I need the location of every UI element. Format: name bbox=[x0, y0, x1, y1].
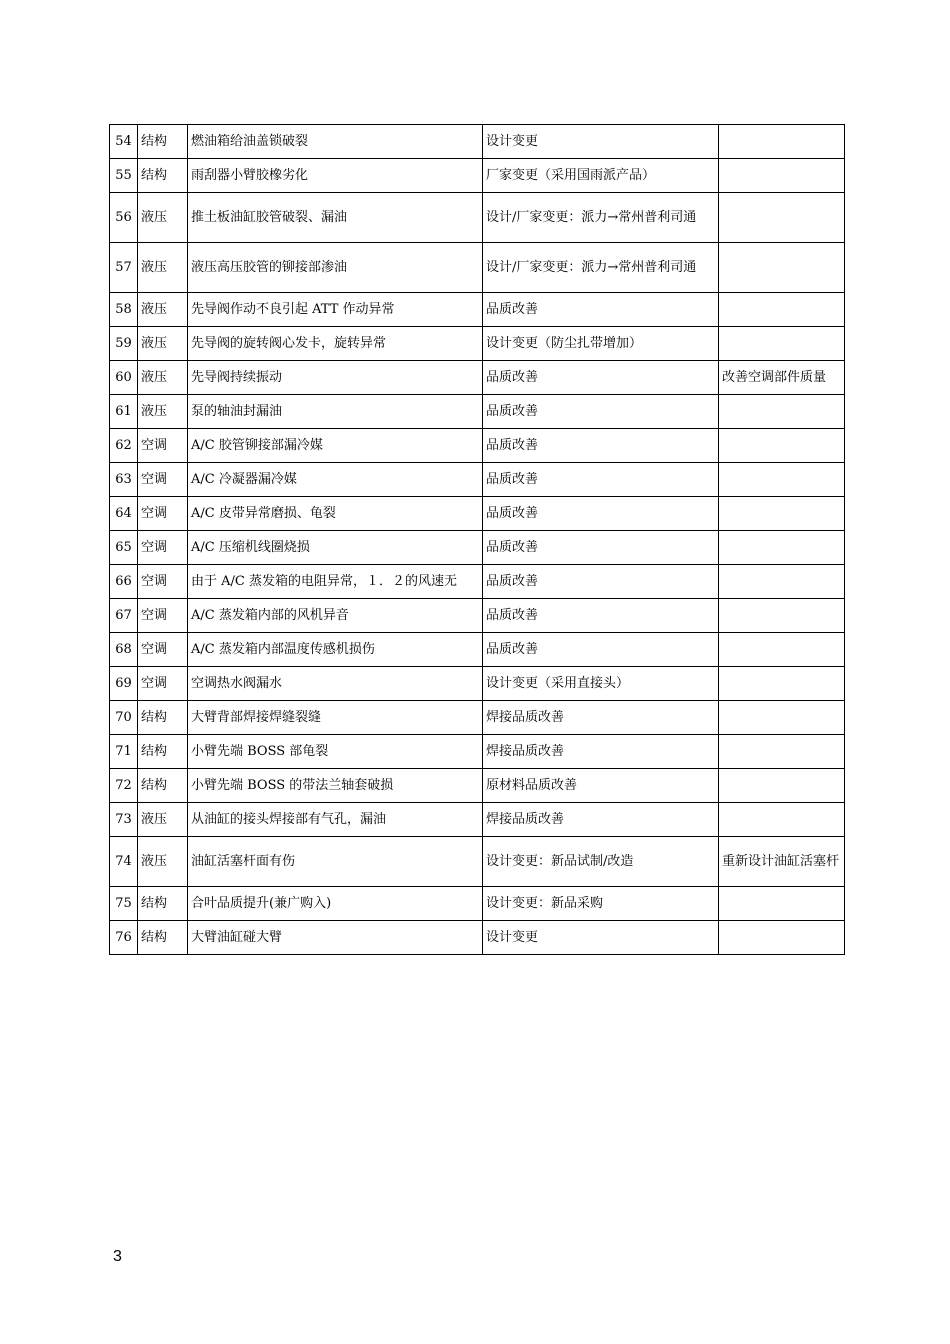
issue-cell: 小臂先端 BOSS 的带法兰轴套破损 bbox=[188, 769, 483, 803]
row-number-cell: 71 bbox=[110, 735, 138, 769]
issue-cell: A/C 皮带异常磨损、龟裂 bbox=[188, 497, 483, 531]
issue-cell: 先导阀持续振动 bbox=[188, 361, 483, 395]
action-cell: 设计变更（防尘扎带增加） bbox=[483, 327, 719, 361]
category-cell: 液压 bbox=[138, 361, 188, 395]
issue-cell: 推土板油缸胶管破裂、漏油 bbox=[188, 193, 483, 243]
category-cell: 结构 bbox=[138, 921, 188, 955]
table-row bbox=[110, 921, 845, 955]
category-cell: 空调 bbox=[138, 429, 188, 463]
issue-cell: A/C 胶管铆接部漏冷媒 bbox=[188, 429, 483, 463]
action-cell: 设计/厂家变更：派力→常州普利司通 bbox=[483, 193, 719, 243]
category-cell: 液压 bbox=[138, 327, 188, 361]
action-cell: 品质改善 bbox=[483, 497, 719, 531]
action-cell: 厂家变更（采用国雨派产品） bbox=[483, 159, 719, 193]
row-number-cell: 75 bbox=[110, 887, 138, 921]
action-cell: 品质改善 bbox=[483, 395, 719, 429]
action-cell: 品质改善 bbox=[483, 599, 719, 633]
action-cell: 设计/厂家变更：派力→常州普利司通 bbox=[483, 243, 719, 293]
row-number-cell: 54 bbox=[110, 125, 138, 159]
issue-cell: 从油缸的接头焊接部有气孔，漏油 bbox=[188, 803, 483, 837]
issue-cell: 雨刮器小臂胶橡劣化 bbox=[188, 159, 483, 193]
issue-cell: 合叶品质提升(兼广购入) bbox=[188, 887, 483, 921]
table-row bbox=[110, 667, 845, 701]
row-number-cell: 64 bbox=[110, 497, 138, 531]
category-cell: 空调 bbox=[138, 667, 188, 701]
action-cell: 设计变更：新品采购 bbox=[483, 887, 719, 921]
note-cell: 重新设计油缸活塞杆 bbox=[719, 837, 845, 887]
note-cell bbox=[719, 243, 845, 293]
note-cell bbox=[719, 395, 845, 429]
category-cell: 空调 bbox=[138, 531, 188, 565]
issue-cell: 燃油箱给油盖锁破裂 bbox=[188, 125, 483, 159]
issue-cell: 大臂背部焊接焊缝裂缝 bbox=[188, 701, 483, 735]
note-cell: 改善空调部件质量 bbox=[719, 361, 845, 395]
table-row bbox=[110, 159, 845, 193]
row-number-cell: 76 bbox=[110, 921, 138, 955]
issue-cell: A/C 蒸发箱内部温度传感机损伤 bbox=[188, 633, 483, 667]
issue-cell: 液压高压胶管的铆接部渗油 bbox=[188, 243, 483, 293]
category-cell: 空调 bbox=[138, 565, 188, 599]
row-number-cell: 66 bbox=[110, 565, 138, 599]
note-cell bbox=[719, 921, 845, 955]
category-cell: 结构 bbox=[138, 125, 188, 159]
issue-cell: 泵的轴油封漏油 bbox=[188, 395, 483, 429]
issue-cell: A/C 压缩机线圈烧损 bbox=[188, 531, 483, 565]
table-row bbox=[110, 463, 845, 497]
row-number-cell: 56 bbox=[110, 193, 138, 243]
issue-cell: 大臂油缸碰大臂 bbox=[188, 921, 483, 955]
action-cell: 焊接品质改善 bbox=[483, 735, 719, 769]
table-row bbox=[110, 497, 845, 531]
row-number-cell: 73 bbox=[110, 803, 138, 837]
note-cell bbox=[719, 565, 845, 599]
action-cell: 品质改善 bbox=[483, 531, 719, 565]
note-cell bbox=[719, 599, 845, 633]
table-row bbox=[110, 701, 845, 735]
action-cell: 原材料品质改善 bbox=[483, 769, 719, 803]
table-row bbox=[110, 361, 845, 395]
note-cell bbox=[719, 769, 845, 803]
table-row bbox=[110, 565, 845, 599]
row-number-cell: 55 bbox=[110, 159, 138, 193]
row-number-cell: 69 bbox=[110, 667, 138, 701]
table-row bbox=[110, 769, 845, 803]
table-row bbox=[110, 327, 845, 361]
row-number-cell: 67 bbox=[110, 599, 138, 633]
category-cell: 结构 bbox=[138, 887, 188, 921]
note-cell bbox=[719, 531, 845, 565]
row-number-cell: 70 bbox=[110, 701, 138, 735]
issue-cell: A/C 冷凝器漏冷媒 bbox=[188, 463, 483, 497]
issue-cell: A/C 蒸发箱内部的风机异音 bbox=[188, 599, 483, 633]
note-cell bbox=[719, 497, 845, 531]
note-cell bbox=[719, 159, 845, 193]
note-cell bbox=[719, 327, 845, 361]
table-row bbox=[110, 429, 845, 463]
action-cell: 焊接品质改善 bbox=[483, 803, 719, 837]
category-cell: 空调 bbox=[138, 497, 188, 531]
table-row bbox=[110, 193, 845, 243]
table-row bbox=[110, 125, 845, 159]
table-row bbox=[110, 599, 845, 633]
category-cell: 空调 bbox=[138, 599, 188, 633]
action-cell: 设计变更 bbox=[483, 921, 719, 955]
row-number-cell: 60 bbox=[110, 361, 138, 395]
row-number-cell: 63 bbox=[110, 463, 138, 497]
page-number: 3 bbox=[113, 1248, 122, 1265]
note-cell bbox=[719, 463, 845, 497]
action-cell: 设计变更 bbox=[483, 125, 719, 159]
note-cell bbox=[719, 429, 845, 463]
category-cell: 液压 bbox=[138, 293, 188, 327]
row-number-cell: 57 bbox=[110, 243, 138, 293]
action-cell: 设计变更：新品试制/改造 bbox=[483, 837, 719, 887]
issue-cell: 由于 A/C 蒸发箱的电阻异常，１．２的风速无 bbox=[188, 565, 483, 599]
row-number-cell: 68 bbox=[110, 633, 138, 667]
issue-cell: 空调热水阀漏水 bbox=[188, 667, 483, 701]
category-cell: 液压 bbox=[138, 395, 188, 429]
category-cell: 结构 bbox=[138, 701, 188, 735]
row-number-cell: 61 bbox=[110, 395, 138, 429]
row-number-cell: 59 bbox=[110, 327, 138, 361]
action-cell: 品质改善 bbox=[483, 565, 719, 599]
table-row bbox=[110, 803, 845, 837]
category-cell: 液压 bbox=[138, 837, 188, 887]
table-row bbox=[110, 395, 845, 429]
note-cell bbox=[719, 633, 845, 667]
category-cell: 液压 bbox=[138, 193, 188, 243]
table-row bbox=[110, 531, 845, 565]
table-row bbox=[110, 633, 845, 667]
action-cell: 品质改善 bbox=[483, 361, 719, 395]
category-cell: 液压 bbox=[138, 243, 188, 293]
category-cell: 结构 bbox=[138, 769, 188, 803]
category-cell: 空调 bbox=[138, 633, 188, 667]
issue-table-body bbox=[110, 125, 845, 955]
note-cell bbox=[719, 735, 845, 769]
row-number-cell: 62 bbox=[110, 429, 138, 463]
note-cell bbox=[719, 803, 845, 837]
table-row bbox=[110, 887, 845, 921]
category-cell: 结构 bbox=[138, 159, 188, 193]
issue-cell: 先导阀的旋转阀心发卡，旋转异常 bbox=[188, 327, 483, 361]
issue-cell: 油缸活塞杆面有伤 bbox=[188, 837, 483, 887]
table-row bbox=[110, 293, 845, 327]
category-cell: 结构 bbox=[138, 735, 188, 769]
row-number-cell: 74 bbox=[110, 837, 138, 887]
row-number-cell: 65 bbox=[110, 531, 138, 565]
row-number-cell: 72 bbox=[110, 769, 138, 803]
note-cell bbox=[719, 193, 845, 243]
category-cell: 空调 bbox=[138, 463, 188, 497]
note-cell bbox=[719, 125, 845, 159]
action-cell: 品质改善 bbox=[483, 463, 719, 497]
issue-cell: 先导阀作动不良引起 ATT 作动异常 bbox=[188, 293, 483, 327]
table-row bbox=[110, 735, 845, 769]
category-cell: 液压 bbox=[138, 803, 188, 837]
note-cell bbox=[719, 887, 845, 921]
action-cell: 设计变更（采用直接头） bbox=[483, 667, 719, 701]
action-cell: 品质改善 bbox=[483, 293, 719, 327]
action-cell: 品质改善 bbox=[483, 633, 719, 667]
note-cell bbox=[719, 701, 845, 735]
table-row bbox=[110, 243, 845, 293]
note-cell bbox=[719, 667, 845, 701]
table-row bbox=[110, 837, 845, 887]
issue-cell: 小臂先端 BOSS 部龟裂 bbox=[188, 735, 483, 769]
action-cell: 品质改善 bbox=[483, 429, 719, 463]
note-cell bbox=[719, 293, 845, 327]
row-number-cell: 58 bbox=[110, 293, 138, 327]
action-cell: 焊接品质改善 bbox=[483, 701, 719, 735]
issue-table bbox=[109, 124, 845, 955]
